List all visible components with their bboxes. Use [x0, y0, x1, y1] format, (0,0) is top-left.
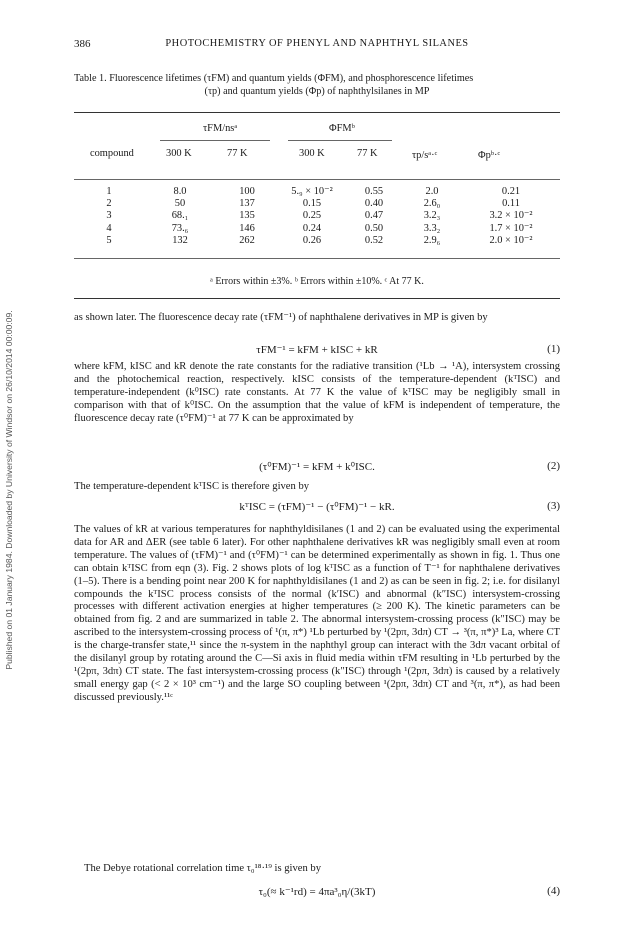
page-number: 386: [74, 38, 91, 50]
table-cell: 2: [106, 198, 112, 210]
equation-4-number: (4): [547, 885, 560, 897]
paragraph-rate-constants: where kFM, kISC and kR denote the rate constants for the radiative transition (¹Lb → ¹A), intersystem crossing and the photochemical reaction, respectively. kISC consists of the temperature-dependent (kᵀISC) and temperature-independent (k⁰ISC) rate constants. At 77 K the value of kᵀISC may be negligibly small in comparison with that of k⁰ISC. On the assumption that the value of kFM is independent of temperature, the fluorescence decay rate (τ⁰FM)⁻¹ at 77 K can be approximated by: [74, 361, 560, 424]
paragraph-temperature-dependent: The temperature-dependent kᵀISC is therefore given by: [74, 481, 310, 492]
equation-4: [74, 885, 560, 899]
col-header-phos-lifetime: τp/sᵃ·ᶜ: [412, 150, 438, 161]
table-footnote: ᵃ Errors within ±3%. ᵇ Errors within ±10%. ᶜ At 77 K.: [210, 276, 424, 287]
table-cell: 100: [239, 186, 255, 197]
table-cell: 0.15: [302, 198, 322, 210]
fluorescence-table: [74, 186, 560, 247]
download-notice: Published on 01 January 1984. Downloaded by University of Windsor on 26/10/2014 00:00:09.: [4, 310, 14, 670]
equation-3-expression: kᵀISC = (τFM)⁻¹ − (τ⁰FM)⁻¹ − kR.: [239, 501, 395, 513]
table-bottom-rule: [74, 258, 560, 259]
table-cell: 146: [239, 222, 255, 234]
col-header-phos-yield: Φpᵇ·ᶜ: [478, 150, 501, 161]
group-rule-lifetime: [160, 140, 270, 141]
table-cell: 3.2₃: [423, 210, 441, 222]
running-title: PHOTOCHEMISTRY OF PHENYL AND NAPHTHYL SILANES: [165, 38, 469, 49]
group-header-quantum-yield: ΦFMᵇ: [329, 123, 355, 134]
table-caption: [74, 72, 560, 98]
table-cell: 132: [172, 234, 188, 246]
side-watermark: [2, 170, 16, 810]
equation-2: [74, 460, 560, 474]
table-cell: 2.0: [425, 186, 439, 197]
table-cell: 135: [239, 210, 255, 222]
equation-4-expression: τ₀(≈ k⁻¹rd) = 4πa³₀η/(3kT): [258, 886, 376, 898]
col-header-compound: compound: [90, 148, 134, 159]
col-header-77k-yield: 77 K: [357, 148, 378, 159]
table-end-rule: [74, 298, 560, 299]
header-bottom-rule: [74, 179, 560, 180]
table-row: [74, 223, 560, 235]
table-cell: 1: [106, 186, 112, 197]
table-cell: 137: [239, 198, 255, 210]
table-cell: 3.3₂: [423, 222, 441, 234]
equation-3: [74, 500, 560, 514]
table-cell: 2.6₀: [423, 198, 441, 210]
equation-2-number: (2): [547, 460, 560, 472]
table-cell: 0.24: [302, 222, 322, 234]
equation-1-number: (1): [547, 343, 560, 355]
table-cell: 0.21: [501, 186, 521, 197]
equation-1: [74, 343, 560, 357]
equation-1-expression: τFM⁻¹ = kFM + kISC + kR: [256, 344, 378, 356]
table-cell: 0.47: [364, 210, 384, 222]
table-cell: 0.25: [302, 210, 322, 222]
table-row: [74, 210, 560, 222]
page-header: [74, 38, 560, 52]
paragraph-intro: as shown later. The fluorescence decay rate (τFM⁻¹) of naphthalene derivatives in MP is given by: [74, 312, 488, 323]
group-rule-quantum-yield: [288, 140, 392, 141]
table-cell: 5.₉ × 10⁻²: [291, 186, 333, 197]
table-cell: 0.55: [364, 186, 384, 197]
table-row: [74, 186, 560, 198]
table-cell: 0.26: [302, 234, 322, 246]
table-row: [74, 198, 560, 210]
table-cell: 2.0 × 10⁻²: [489, 234, 533, 246]
table-cell: 68.₁: [171, 210, 189, 222]
paragraph-analysis: The values of kR at various temperatures for naphthyldisilanes (1 and 2) can be evaluated using the experimental data for AR and ΔER (see table 6 later). For other naphthalene derivatives kR was negligibly small even at room temperature. The values of (τFM)⁻¹ and (τ⁰FM)⁻¹ can be determined experimentally as shown in fig. 1. Thus one can obtain kᵀISC from eqn (3). Fig. 2 shows plots of log kᵀISC as a function of T⁻¹ for naphthalene derivatives (1–5). There is a bending point near 200 K for naphthyldisilanes (1 and 2) as can be seen in fig. 2; i.e. for disilanyl compounds the kᵀISC process consists of the normal (k′ISC) and abnormal (k″ISC) intersystem-crossing processes with different activation energies at higher temperatures (≥ 200 K). The kinetic parameters can be obtained from fig. 2 and are summarized in table 2. The abnormal intersystem-crossing process (k″ISC) may be ascribed to the intersystem-crossing process of ¹(π, π*) ¹Lb perturbed by ¹(2pπ, 3dπ) CT → ³(π, π*)³ La, where CT is the charge-transfer state,¹¹ since the π-system in the naphthyl group can interact with the 3dπ vacant orbital of the disilanyl group by rotating around the C—Si axis in fluid media within τFM resulting in ¹Lb perturbed by the ¹(2pπ, 3dπ) CT state. The fast intersystem-crossing process (k″ISC) through ¹(2pπ, 3dπ) is caused by a relatively small energy gap (< 2 × 10³ cm⁻¹) and the large SO coupling between ¹(2pπ, 3dπ) CT and ³(π, π*), as had been discussed previously.¹¹ᶜ: [74, 524, 560, 703]
table-row: [74, 235, 560, 247]
group-header-lifetime: τFM/nsᵃ: [203, 123, 238, 134]
caption-line-1: Table 1. Fluorescence lifetimes (τFM) and quantum yields (ΦFM), and phosphorescence lifetimes: [74, 73, 474, 84]
table-cell: 0.40: [364, 198, 384, 210]
equation-3-number: (3): [547, 500, 560, 512]
col-header-300k-yield: 300 K: [299, 148, 325, 159]
table-cell: 5: [106, 234, 112, 246]
table-cell: 0.52: [364, 234, 384, 246]
table-cell: 50: [174, 198, 186, 210]
table-cell: 1.7 × 10⁻²: [489, 222, 533, 234]
table-cell: 0.11: [502, 198, 520, 210]
table-cell: 4: [106, 222, 112, 234]
caption-line-2: (τp) and quantum yields (Φp) of naphthylsilanes in MP: [204, 86, 430, 97]
col-header-300k-lifetime: 300 K: [166, 148, 192, 159]
paragraph-debye: The Debye rotational correlation time τ₀¹⁸·¹⁹ is given by: [84, 863, 322, 874]
table-cell: 3: [106, 210, 112, 222]
table-cell: 0.50: [364, 222, 384, 234]
table-cell: 2.9₆: [423, 234, 441, 246]
table-top-rule: [74, 112, 560, 113]
equation-2-expression: (τ⁰FM)⁻¹ = kFM + k⁰ISC.: [259, 461, 375, 473]
table-cell: 262: [239, 234, 255, 246]
table-cell: 73.₆: [171, 222, 189, 234]
col-header-77k-lifetime: 77 K: [227, 148, 248, 159]
table-cell: 8.0: [173, 186, 187, 197]
table-cell: 3.2 × 10⁻²: [489, 210, 533, 222]
